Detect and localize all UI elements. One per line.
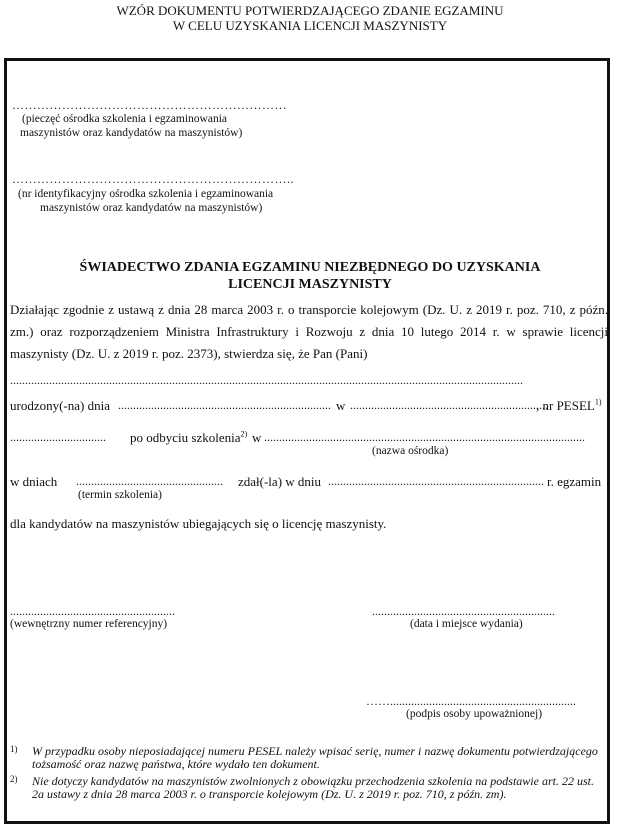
exam-label: r. egzamin: [547, 474, 602, 489]
birth-date-dots: .......................................................................: [118, 398, 331, 412]
closing-sentence: dla kandydatów na maszynistów ubiegających się o licencję maszynisty.: [10, 516, 387, 531]
footnote-2-number: 2): [10, 774, 18, 784]
stamp-dots: …………………………………………………………: [12, 98, 287, 112]
passed-label: zdał(-la) w dniu: [238, 474, 322, 489]
training-centre-dots: ...........................................................................................................: [264, 430, 585, 444]
birth-place-dots: ..................................................................: [350, 398, 548, 412]
after-training-label: po odbyciu szkolenia$^{2)}$: [130, 429, 248, 445]
id-number-dots: …………………………………………………………..: [12, 172, 294, 186]
signature-dots: ……..............................................................: [366, 694, 576, 708]
born-label: urodzony(-na) dnia: [10, 398, 110, 413]
footnote-1-text: W przypadku osoby nieposiadającej numeru PESEL należy wpisać serię, numer i nazwę dokumentu potwierdzającego tożsamość oraz nazwę państwa, które wydało ten dokument.: [32, 744, 598, 771]
issue-date-label: (data i miejsce wydania): [410, 618, 523, 630]
name-field-dots: ...........................................................................................................................................................................: [10, 373, 523, 387]
certificate-title-line2: LICENCJI MASZYNISTY: [228, 277, 392, 292]
exam-date-dots: ........................................................................: [328, 474, 544, 488]
id-number-label-line2: maszynistów oraz kandydatów na maszynistów): [40, 202, 263, 214]
reference-number-label: (wewnętrzny numer referencyjny): [10, 618, 168, 630]
document-header-line2: W CELU UZYSKANIA LICENCJI MASZYNISTY: [172, 18, 448, 33]
stamp-label-line1: (pieczęć ośrodka szkolenia i egzaminowania: [22, 113, 227, 125]
training-days-dots: .................................................: [76, 474, 223, 488]
footnote-1-number: 1): [10, 744, 18, 754]
training-in-label: w: [252, 430, 262, 445]
signature-label: (podpis osoby upoważnionej): [406, 708, 543, 720]
document-header-line1: WZÓR DOKUMENTU POTWIERDZAJĄCEGO ZDANIE EGZAMINU: [116, 3, 504, 18]
id-number-label-line1: (nr identyfikacyjny ośrodka szkolenia i egzaminowania: [18, 188, 274, 200]
intro-paragraph: Działając zgodnie z ustawą z dnia 28 marca 2003 r. o transporcie kolejowym (Dz. U. z 2019 r. poz. 710, z późn. zm.) oraz rozporządzeniem Ministra Infrastruktury i Rozwoju z dnia 10 lutego 2014 r. w sprawie licencji maszynisty (Dz. U. z 2019 r. poz. 2373), stwierdza się, że Pan (Pani): [10, 302, 608, 361]
reference-number-dots: .......................................................: [10, 604, 175, 618]
stamp-label-line2: maszynistów oraz kandydatów na maszynistów): [20, 127, 243, 139]
training-term-label: (termin szkolenia): [78, 489, 162, 501]
footnote-2-text: Nie dotyczy kandydatów na maszynistów zwolnionych z obowiązku przechodzenia szkolenia na podstawie art. 22 ust. 2a ustawy z dnia 28 marca 2003 r. o transporcie kolejowym (Dz. U. z 2019 r. poz. 710, z późn. zm).: [32, 774, 594, 801]
birth-place-in-label: w: [336, 398, 346, 413]
pesel-footnote-ref: 1): [594, 397, 602, 407]
days-label: w dniach: [10, 474, 58, 489]
training-footnote-ref: 2): [240, 429, 248, 439]
certificate-title-line1: ŚWIADECTWO ZDANIA EGZAMINU NIEZBĘDNEGO DO UZYSKANIA: [79, 260, 541, 275]
pesel-dots: ................................: [10, 430, 106, 444]
issue-date-dots: .............................................................: [372, 604, 555, 618]
pesel-label: , nr PESEL$^{1)}$: [536, 397, 602, 413]
centre-name-label: (nazwa ośrodka): [372, 445, 449, 457]
